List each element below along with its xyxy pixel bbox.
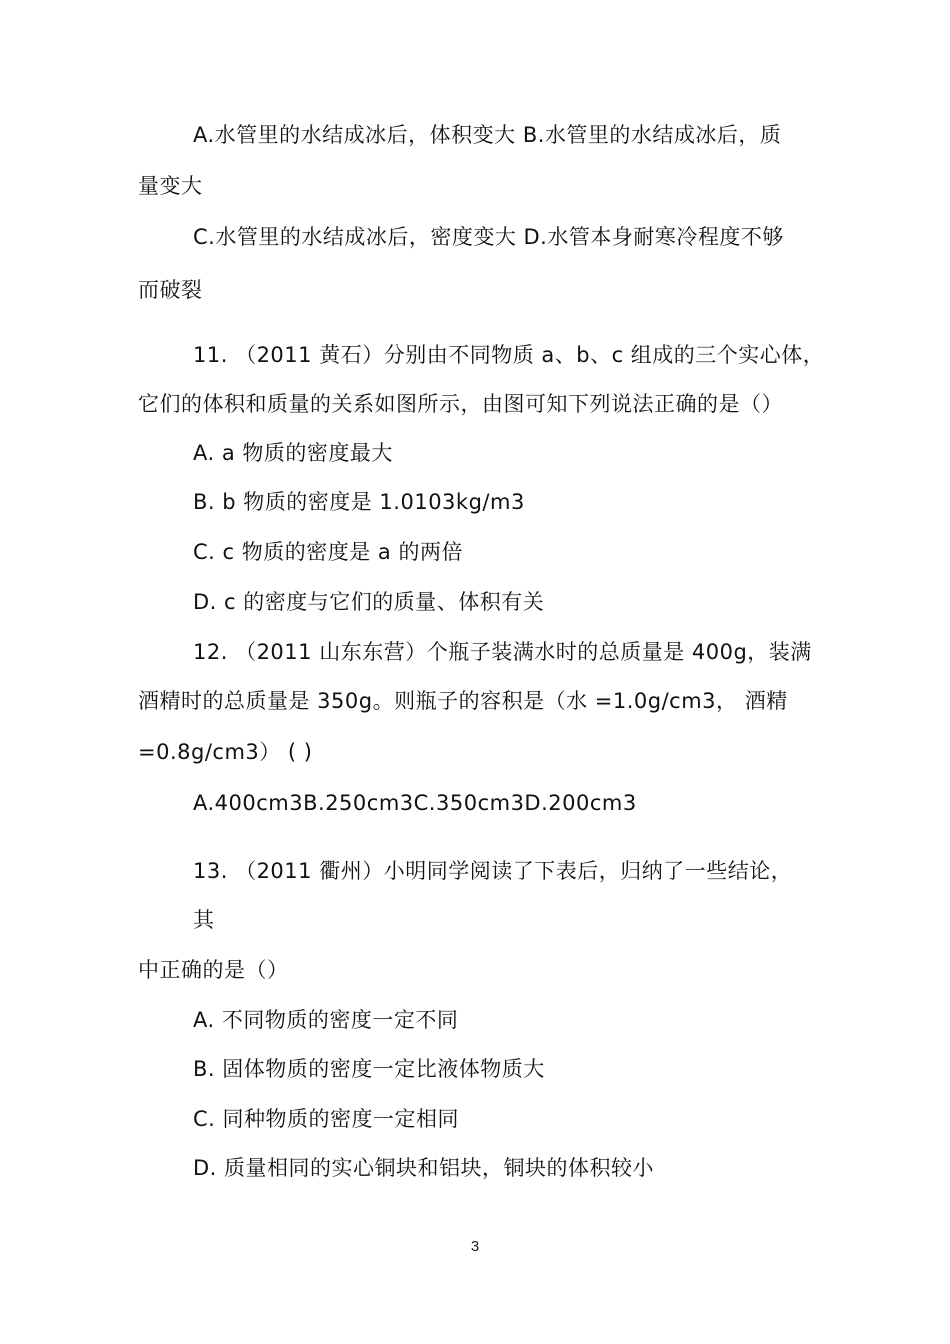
question-13-option-a: A. 不同物质的密度一定不同 bbox=[193, 1008, 459, 1032]
question-11-stem: 11. （2011 黄石）分别由不同物质 a、b、c 组成的三个实心体， bbox=[193, 343, 825, 367]
option-line-ab-cont: 量变大 bbox=[138, 174, 203, 198]
question-12-stem-cont: 酒精时的总质量是 350g。则瓶子的容积是（水 =1.0g/cm3， 酒精 bbox=[138, 689, 788, 713]
question-11-option-d: D. c 的密度与它们的质量、体积有关 bbox=[193, 590, 545, 614]
question-13-option-b: B. 固体物质的密度一定比液体物质大 bbox=[193, 1057, 545, 1081]
question-13-option-d: D. 质量相同的实心铜块和铝块，铜块的体积较小 bbox=[193, 1156, 655, 1180]
question-13-stem-cont: 其 bbox=[193, 908, 215, 932]
question-11-option-b: B. b 物质的密度是 1.0103kg/m3 bbox=[193, 490, 525, 514]
question-13-stem-end: 中正确的是（） bbox=[138, 958, 289, 982]
question-12-stem: 12. （2011 山东东营）个瓶子装满水时的总质量是 400g，装满 bbox=[193, 640, 812, 664]
question-11-option-c: C. c 物质的密度是 a 的两倍 bbox=[193, 540, 463, 564]
option-line-cd: C.水管里的水结成冰后，密度变大 D.水管本身耐寒冷程度不够 bbox=[193, 225, 784, 249]
question-11-stem-cont: 它们的体积和质量的关系如图所示，由图可知下列说法正确的是（） bbox=[138, 392, 783, 416]
question-12-stem-end: =0.8g/cm3） ( ) bbox=[138, 740, 313, 764]
question-12-options: A.400cm3B.250cm3C.350cm3D.200cm3 bbox=[193, 791, 637, 815]
question-13-option-c: C. 同种物质的密度一定相同 bbox=[193, 1107, 460, 1131]
option-line-cd-cont: 而破裂 bbox=[138, 278, 203, 302]
question-13-stem: 13. （2011 衢州）小明同学阅读了下表后，归纳了一些结论， bbox=[193, 859, 793, 883]
option-line-ab: A.水管里的水结成冰后，体积变大 B.水管里的水结成冰后，质 bbox=[193, 123, 782, 147]
question-11-option-a: A. a 物质的密度最大 bbox=[193, 441, 393, 465]
page-number: 3 bbox=[470, 1238, 480, 1255]
